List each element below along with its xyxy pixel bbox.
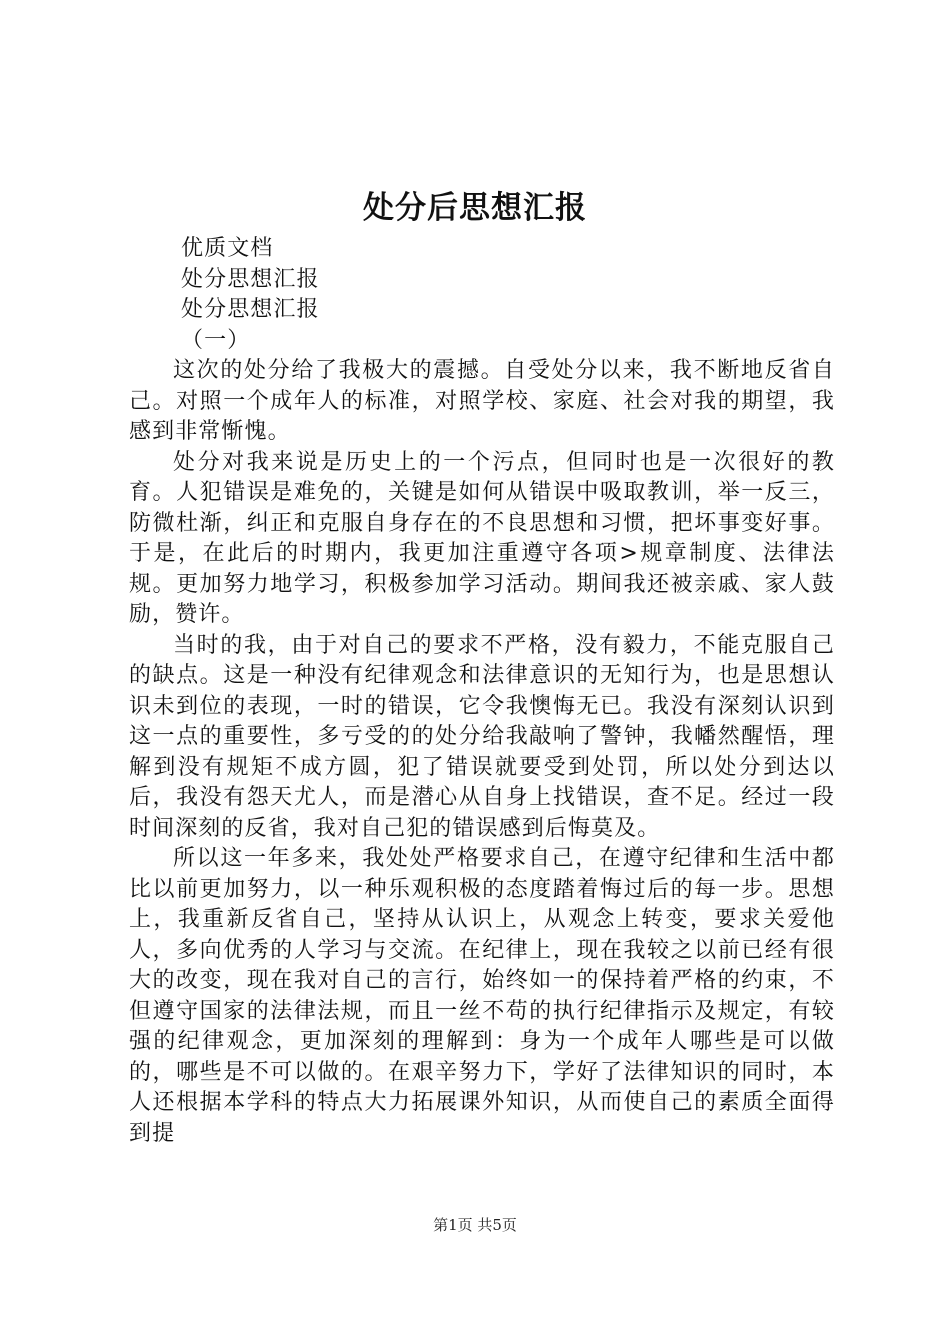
doc-subtitle-line: 处分思想汇报 [181, 297, 320, 322]
paragraph: 这次的处分给了我极大的震撼。自受处分以来，我不断地反省自己。对照一个成年人的标准，对照学校、家庭、社会对我的期望，我感到非常惭愧。 [129, 358, 835, 444]
paragraph: 处分对我来说是历史上的一个污点，但同时也是一次很好的教育。人犯错误是难免的，关键是如何从错误中吸取教训，举一反三，防微杜渐，纠正和克服自身存在的不良思想和习惯，把坏事变好事。于是，在此后的时期内，我更加注重遵守各项>规章制度、法律法规。更加努力地学习，积极参加学习活动。期间我还被亲戚、家人鼓励，赞许。 [129, 449, 835, 627]
page-number-footer: 第1页 共5页 [433, 1216, 517, 1234]
section-number: （一） [181, 327, 251, 353]
paragraph: 所以这一年多来，我处处严格要求自己，在遵守纪律和生活中都比以前更加努力，以一种乐观积极的态度踏着悔过后的每一步。思想上，我重新反省自己，坚持从认识上，从观念上转变，要求关爱他人，多向优秀的人学习与交流。在纪律上，现在我较之以前已经有很大的改变，现在我对自己的言行，始终如一的保持着严格的约束，不但遵守国家的法律法规，而且一丝不苟的执行纪律指示及规定，有较强的纪律观念，更加深刻的理解到：身为一个成年人哪些是可以做的，哪些是不可以做的。在艰辛努力下，学好了法律知识的同时，本人还根据本学科的特点大力拓展课外知识，从而使自己的素质全面得到提 [129, 846, 835, 1146]
paragraph: 当时的我，由于对自己的要求不严格，没有毅力，不能克服自己的缺点。这是一种没有纪律观念和法律意识的无知行为，也是思想认识未到位的表现，一时的错误，它令我懊悔无已。我没有深刻认识到这一点的重要性，多亏受的的处分给我敲响了警钟，我幡然醒悟，理解到没有规矩不成方圆，犯了错误就要受到处罚，所以处分到达以后，我没有怨天尤人，而是潜心从自身上找错误，查不足。经过一段时间深刻的反省，我对自己犯的错误感到后悔莫及。 [129, 632, 835, 841]
page-title: 处分后思想汇报 [363, 190, 587, 226]
document-body [129, 234, 835, 1149]
doc-label-line: 优质文档 [181, 236, 274, 261]
doc-subtitle-line: 处分思想汇报 [181, 266, 320, 292]
